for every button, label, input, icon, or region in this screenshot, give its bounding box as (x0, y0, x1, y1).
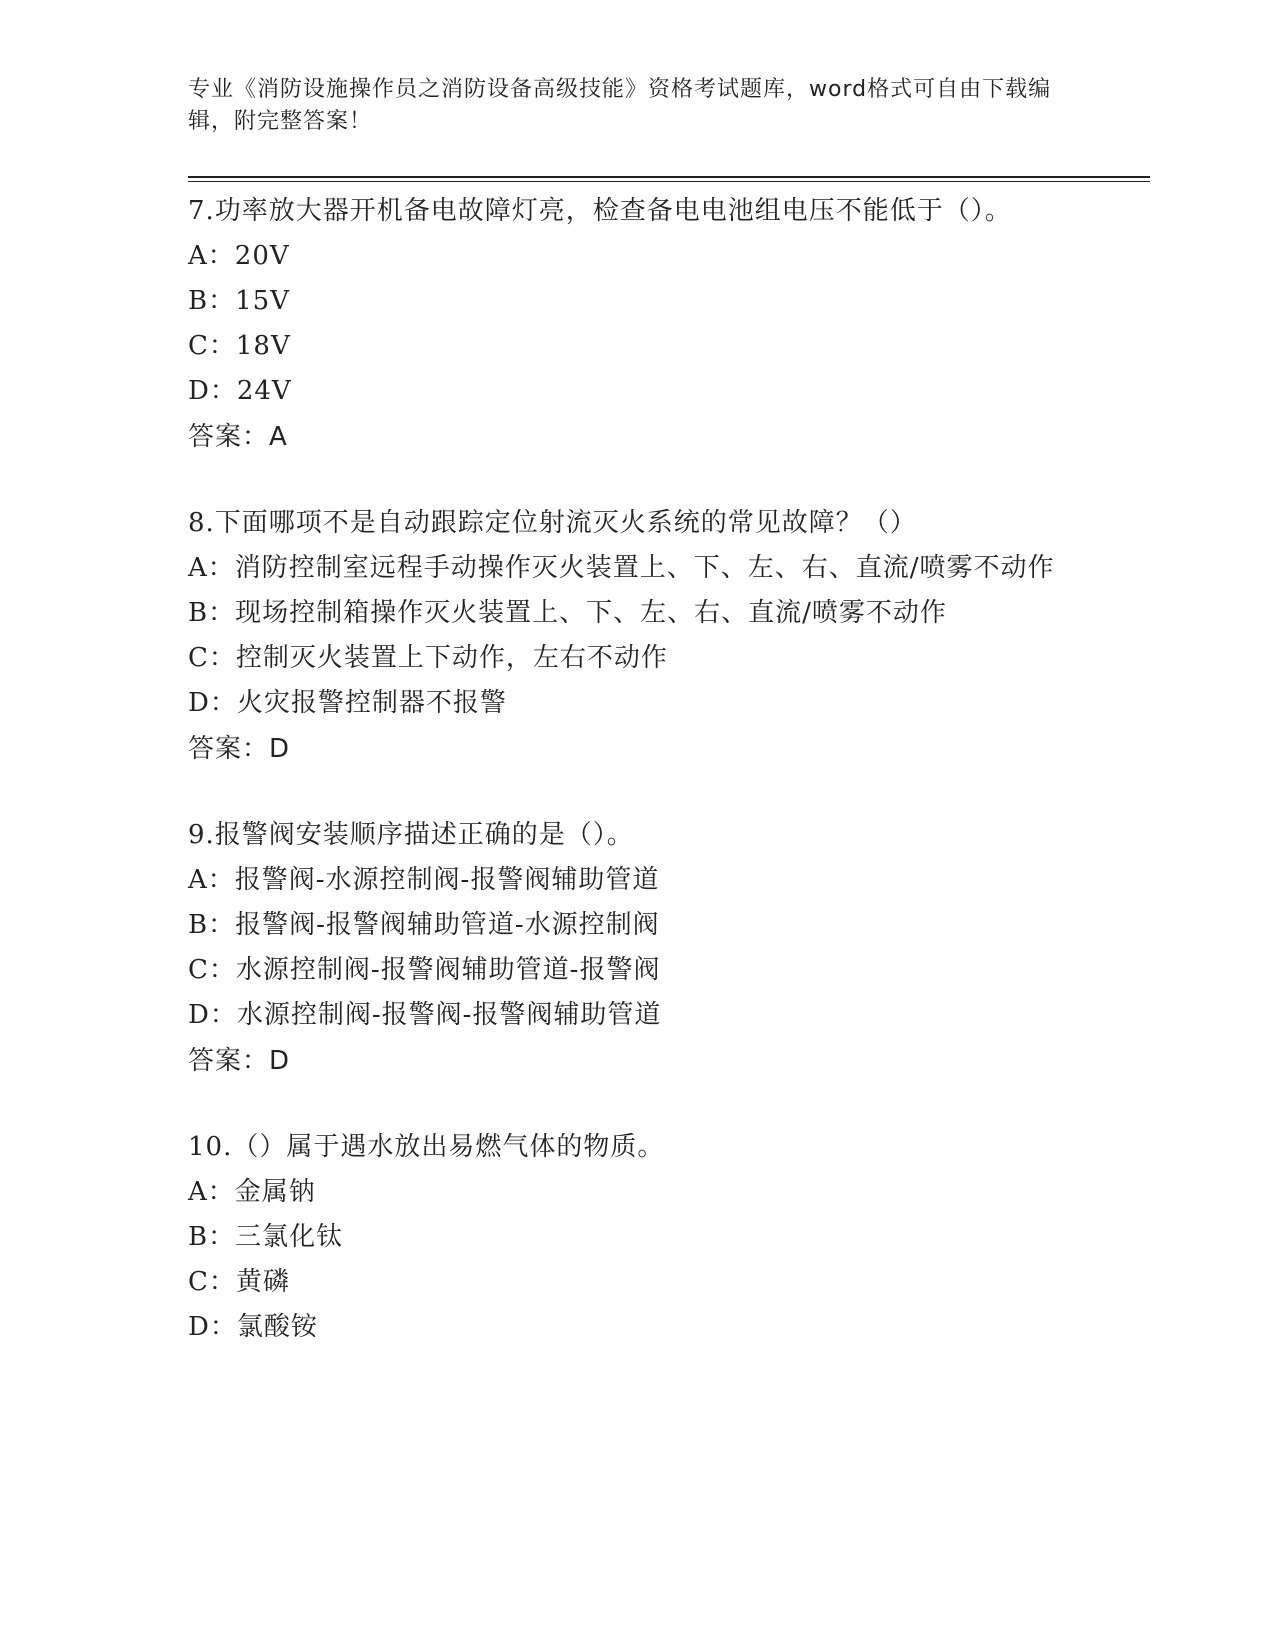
option-a: A：20V (188, 241, 290, 271)
header-divider-thick (188, 176, 1150, 178)
option-d: D：水源控制阀-报警阀-报警阀辅助管道 (188, 1000, 662, 1030)
option-a: A：报警阀-水源控制阀-报警阀辅助管道 (188, 865, 660, 895)
option-d: D：火灾报警控制器不报警 (188, 688, 507, 718)
question-8 (188, 500, 1088, 772)
answer: 答案：D (188, 1046, 291, 1076)
option-c: C：18V (188, 331, 291, 361)
option-c: C：控制灭火装置上下动作，左右不动作 (188, 643, 668, 673)
header-divider-thin (188, 181, 1150, 182)
answer: 答案：A (188, 422, 288, 452)
option-b: B：现场控制箱操作灭火装置上、下、左、右、直流/喷雾不动作 (188, 598, 947, 628)
question-list (188, 188, 1088, 1390)
question-stem: 7.功率放大器开机备电故障灯亮，检查备电电池组电压不能低于（）。 (188, 196, 1012, 226)
option-b: B：报警阀-报警阀辅助管道-水源控制阀 (188, 910, 660, 940)
document-header: 专业《消防设施操作员之消防设备高级技能》资格考试题库，word格式可自由下载编辑，附完整答案！ (188, 77, 1052, 134)
question-10 (188, 1124, 1088, 1350)
option-d: D：氯酸铵 (188, 1312, 318, 1342)
question-stem: 8.下面哪项不是自动跟踪定位射流灭火系统的常见故障？（） (188, 508, 917, 538)
question-9 (188, 812, 1088, 1084)
question-stem: 9.报警阀安装顺序描述正确的是（）。 (188, 820, 634, 850)
option-b: B：三氯化钛 (188, 1222, 344, 1252)
question-stem: 10.（）属于遇水放出易燃气体的物质。 (188, 1132, 665, 1162)
option-c: C：黄磷 (188, 1267, 290, 1297)
option-c: C：水源控制阀-报警阀辅助管道-报警阀 (188, 955, 661, 985)
option-a: A：消防控制室远程手动操作灭火装置上、下、左、右、直流/喷雾不动作 (188, 553, 1055, 583)
option-a: A：金属钠 (188, 1177, 316, 1207)
question-7 (188, 188, 1088, 460)
option-b: B：15V (188, 286, 290, 316)
option-d: D：24V (188, 376, 292, 406)
answer: 答案：D (188, 734, 291, 764)
